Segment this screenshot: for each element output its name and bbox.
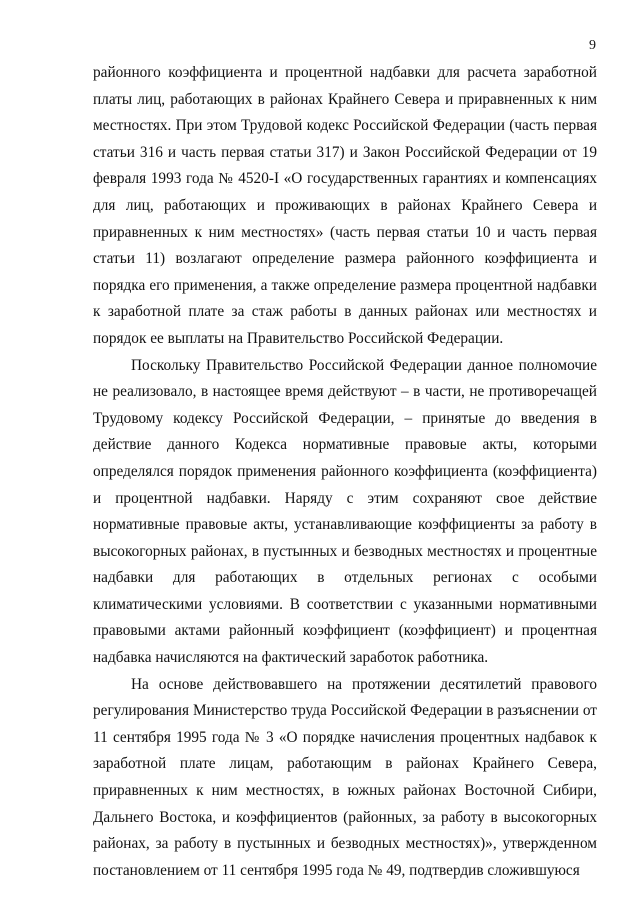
paragraph-2: Поскольку Правительство Российской Федерации данное полномочие не реализовало, в настоящее время действуют – в части, не противоречащей Трудовому кодексу Российской Федерации, – принятые до введения в действие данного Кодекса нормативные правовые акты, которыми определялся порядок применения районного коэффициента (коэффициента) и процентной надбавки. Наряду с этим сохраняют свое действие нормативные правовые акты, устанавливающие коэффициенты за работу в высокогорных районах, в пустынных и безводных местностях и процентные надбавки для работающих в отдельных регионах с особыми климатическими условиями. В соответствии с указанными нормативными правовыми актами районный коэффициент (коэффициент) и процентная надбавка начисляются на фактический заработок работника. bbox=[93, 356, 597, 667]
paragraph-1: районного коэффициента и процентной надбавки для расчета заработной платы лиц, работающих в районах Крайнего Севера и приравненных к ним местностях. При этом Трудовой кодекс Российской Федерации (часть первая статьи 316 и часть первая статьи 317) и Закон Российской Федерации от 19 февраля 1993 года № 4520-I «О государственных гарантиях и компенсациях для лиц, работающих и проживающих в районах Крайнего Севера и приравненных к ним местностях» (часть первая статьи 10 и часть первая статьи 11) возлагают определение размера районного коэффициента и порядка его применения, а также определение размера процентной надбавки к заработной плате за стаж работы в данных районах или местностях и порядок ее выплаты на Правительство Российской Федерации. bbox=[93, 64, 597, 347]
page-number: 9 bbox=[589, 38, 596, 53]
paragraph-3: На основе действовавшего на протяжении десятилетий правового регулирования Министерство труда Российской Федерации в разъяснении от 11 сентября 1995 года № 3 «О порядке начисления процентных надбавок к заработной плате лицам, работающим в районах Крайнего Севера, приравненных к ним местностях, в южных районах Восточной Сибири, Дальнего Востока, и коэффициентов (районных, за работу в высокогорных районах, за работу в пустынных и безводных местностях)», утвержденном постановлением от 11 сентября 1995 года № 49, подтвердив сложившуюся bbox=[93, 675, 597, 879]
document-body bbox=[93, 60, 597, 884]
